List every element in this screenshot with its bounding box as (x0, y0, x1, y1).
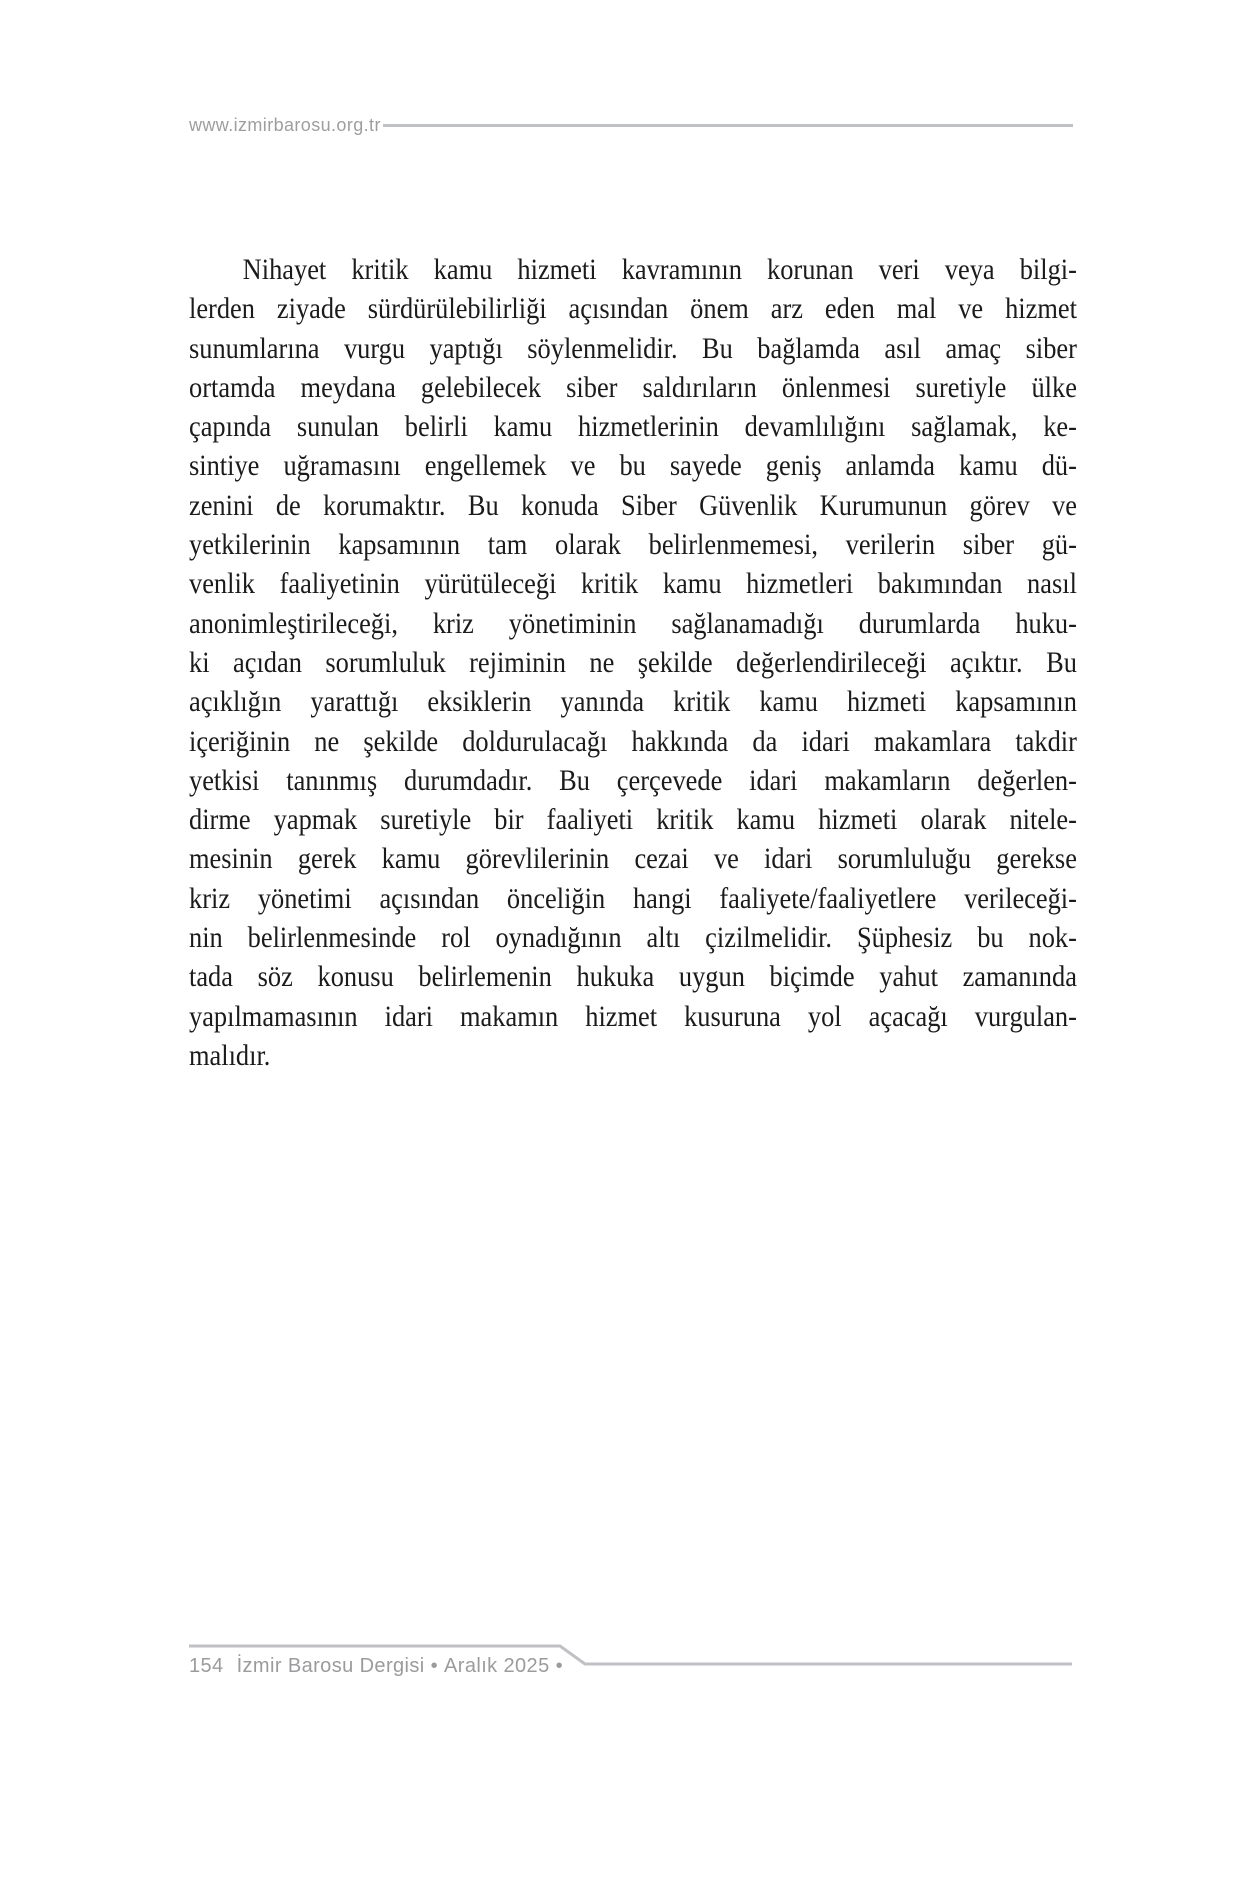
text-line: açıklığın yarattığı eksiklerin yanında kritik kamu hizmeti kapsamının (189, 685, 1077, 719)
page-footer (189, 1653, 569, 1679)
text-line: ki açıdan sorumluluk rejiminin ne şekilde değerlendirileceği açıktır. Bu (189, 645, 1077, 679)
footer-separator-bullet: • (555, 1655, 564, 1677)
text-line: dirme yapmak suretiyle bir faaliyeti kritik kamu hizmeti olarak nitele- (189, 803, 1077, 837)
text-line: yetkisi tanınmış durumdadır. Bu çerçevede idari makamların değerlen- (189, 763, 1077, 797)
text-line: malıdır. (189, 1038, 271, 1072)
text-line: ortamda meydana gelebilecek siber saldırıların önlenmesi suretiyle ülke (189, 370, 1077, 404)
text-line: mesinin gerek kamu görevlilerinin cezai ve idari sorumluluğu gerekse (189, 842, 1077, 876)
text-line: yapılmamasının idari makamın hizmet kusuruna yol açacağı vurgulan- (189, 999, 1077, 1033)
text-line: yetkilerinin kapsamının tam olarak belirlenmemesi, verilerin siber gü- (189, 528, 1077, 562)
text-line: sunumlarına vurgu yaptığı söylenmelidir. Bu bağlamda asıl amaç siber (189, 331, 1077, 365)
text-line: içeriğinin ne şekilde doldurulacağı hakkında da idari makamlara takdir (189, 724, 1077, 758)
text-line: zenini de korumaktır. Bu konuda Siber Güvenlik Kurumunun görev ve (189, 488, 1077, 522)
text-line: kriz yönetimi açısından önceliğin hangi faaliyete/faaliyetlere verileceği- (189, 881, 1077, 915)
text-line: venlik faaliyetinin yürütüleceği kritik kamu hizmetleri bakımından nasıl (189, 567, 1077, 601)
header-rule-line (383, 124, 1073, 127)
header-website-url: www.izmirbarosu.org.tr (189, 115, 381, 135)
text-line: anonimleştirileceği, kriz yönetiminin sağlanamadığı durumlarda huku- (189, 606, 1077, 640)
text-line: çapında sunulan belirli kamu hizmetlerinin devamlılığını sağlamak, ke- (189, 410, 1077, 444)
text-line: lerden ziyade sürdürülebilirliği açısından önem arz eden mal ve hizmet (189, 292, 1077, 326)
page-header (189, 114, 1073, 136)
text-line: sintiye uğramasını engellemek ve bu sayede geniş anlamda kamu dü- (189, 449, 1077, 483)
footer-journal-title: İzmir Barosu Dergisi (236, 1655, 425, 1677)
body-paragraph (189, 250, 1077, 1075)
footer-separator-bullet: • (430, 1655, 439, 1677)
footer-issue: Aralık 2025 (444, 1655, 550, 1677)
text-line: tada söz konusu belirlemenin hukuka uygun biçimde yahut zamanında (189, 960, 1077, 994)
text-line: Nihayet kritik kamu hizmeti kavramının korunan veri veya bilgi- (242, 253, 1077, 286)
footer-page-number: 154 (189, 1655, 224, 1677)
text-line: nin belirlenmesinde rol oynadığının altı çizilmelidir. Şüphesiz bu nok- (189, 921, 1077, 955)
